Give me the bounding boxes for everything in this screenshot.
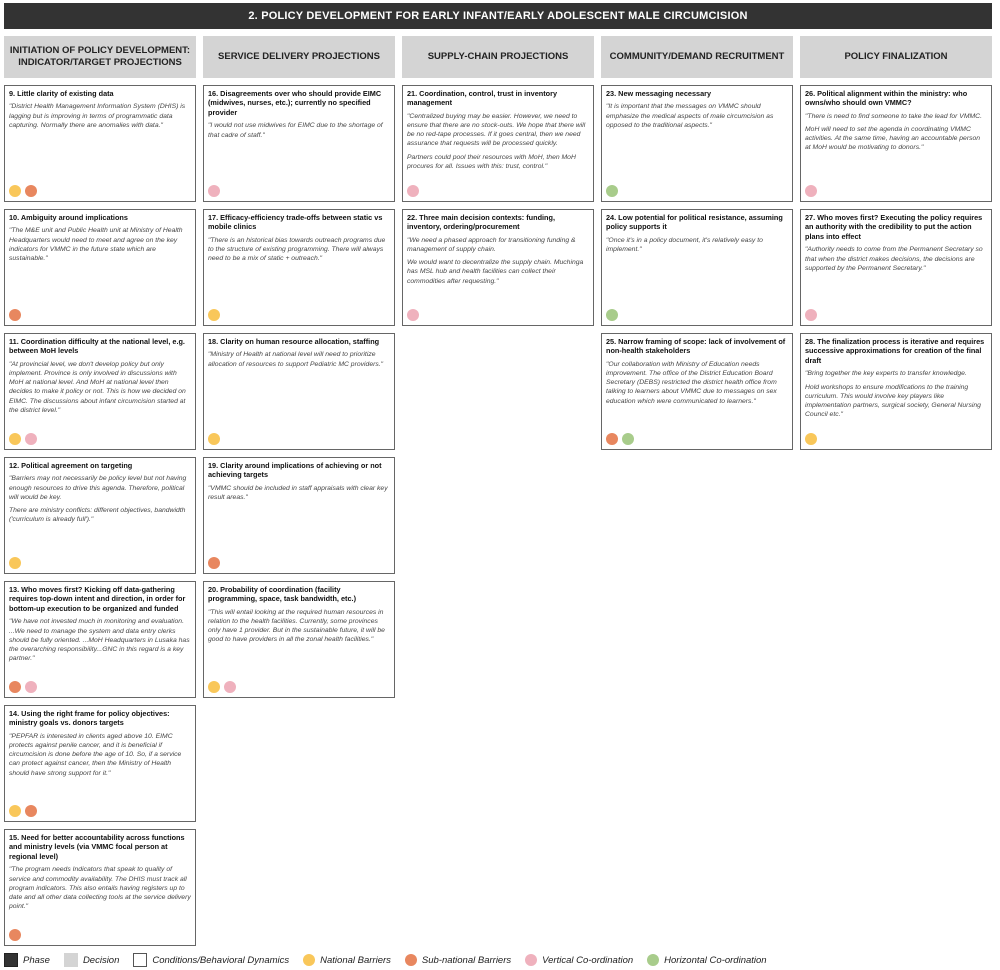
barrier-tags xyxy=(606,309,618,321)
barrier-tags xyxy=(9,805,37,817)
vertical-dot-icon xyxy=(208,185,220,197)
subnational-dot-icon xyxy=(25,805,37,817)
decision-columns xyxy=(4,36,992,946)
card-quote: "Bring together the key experts to transfer knowledge. xyxy=(805,370,967,378)
subnational-dot-icon xyxy=(405,954,417,966)
barrier-tags xyxy=(407,309,419,321)
national-dot-icon xyxy=(805,433,817,445)
condition-card xyxy=(800,209,992,326)
condition-card xyxy=(4,829,196,946)
barrier-tags xyxy=(9,929,21,941)
decision-column xyxy=(203,36,395,946)
legend-phase xyxy=(4,953,50,967)
decision-column xyxy=(4,36,196,946)
decision-swatch-icon xyxy=(64,953,78,967)
condition-card xyxy=(4,581,196,698)
decision-column xyxy=(601,36,793,946)
condition-card xyxy=(203,457,395,574)
card-quote: "This will entail looking at the required human resources in relation to the health facilities. Currently, some provinces only have 1 provider. But in the sustainable future, it will be good to have providers in all the zonal health facilities." xyxy=(208,608,385,644)
condition-card xyxy=(4,457,196,574)
card-quote: "Centralized buying may be easier. However, we need to ensure that there are no stock-outs. We hope that there will be no red-tape processes. If it goes central, then we need assurance that requests will be processed quickly. xyxy=(407,112,586,148)
decision-header: SUPPLY-CHAIN PROJECTIONS xyxy=(402,36,594,78)
barrier-tags xyxy=(606,433,634,445)
card-title: 17. Efficacy-efficiency trade-offs between static vs mobile clinics xyxy=(208,213,383,232)
barrier-tags xyxy=(208,681,236,693)
barrier-tags xyxy=(805,433,817,445)
legend-vertical xyxy=(525,954,633,966)
card-quote: "Barriers may not necessarily be policy level but not having enough resources to drive this agenda. Therefore, political will would be key. xyxy=(9,475,187,501)
decision-column xyxy=(402,36,594,946)
national-dot-icon xyxy=(208,433,220,445)
subnational-dot-icon xyxy=(9,309,21,321)
card-title: 12. Political agreement on targeting xyxy=(9,461,133,470)
legend-subnational xyxy=(405,954,511,966)
card-title: 10. Ambiguity around implications xyxy=(9,213,128,222)
card-quote: There are ministry conflicts: different objectives, bandwidth ('curriculum is already full')." xyxy=(9,507,186,524)
card-title: 18. Clarity on human resource allocation, staffing xyxy=(208,337,380,346)
national-dot-icon xyxy=(9,805,21,817)
card-title: 20. Probability of coordination (facility programming, space, task bandwidth, etc.) xyxy=(208,585,356,604)
national-dot-icon xyxy=(9,557,21,569)
card-quote: "VMMC should be included in staff appraisals with clear key result areas." xyxy=(208,484,388,502)
conditions-swatch-icon xyxy=(133,953,147,967)
card-title: 24. Low potential for political resistance, assuming policy supports it xyxy=(606,213,783,232)
phase-title: 2. POLICY DEVELOPMENT FOR EARLY INFANT/EARLY ADOLESCENT MALE CIRCUMCISION xyxy=(4,3,992,29)
legend-national xyxy=(303,954,391,966)
card-quote: MoH will need to set the agenda in coordinating VMMC activities. At the same time, having an accountable person at MoH would be motivating to donors." xyxy=(805,126,981,152)
barrier-tags xyxy=(9,557,21,569)
decision-column xyxy=(800,36,992,946)
condition-card xyxy=(203,581,395,698)
horizontal-dot-icon xyxy=(647,954,659,966)
vertical-dot-icon xyxy=(525,954,537,966)
condition-card xyxy=(800,333,992,450)
national-dot-icon xyxy=(208,681,220,693)
subnational-dot-icon xyxy=(9,681,21,693)
barrier-tags xyxy=(805,309,817,321)
card-title: 13. Who moves first? Kicking off data-gathering requires top-down intent and direction, in order for bottom-up execution to be organized and funded xyxy=(9,585,186,613)
decision-header: POLICY FINALIZATION xyxy=(800,36,992,78)
legend-label: Conditions/Behavioral Dynamics xyxy=(152,954,290,966)
decision-header: INITIATION OF POLICY DEVELOPMENT: INDICATOR/TARGET PROJECTIONS xyxy=(4,36,196,78)
barrier-tags xyxy=(208,309,220,321)
legend-horizontal xyxy=(647,954,766,966)
card-title: 21. Coordination, control, trust in inventory management xyxy=(407,89,557,108)
horizontal-dot-icon xyxy=(606,309,618,321)
legend-label: Vertical Co-ordination xyxy=(542,954,634,966)
condition-card xyxy=(402,85,594,202)
condition-card xyxy=(4,209,196,326)
national-dot-icon xyxy=(9,433,21,445)
subnational-dot-icon xyxy=(25,185,37,197)
barrier-tags xyxy=(606,185,618,197)
card-quote: "There is an historical bias towards outreach programs due to the structure of existing programming. There will always need to be a mix of static + outreach." xyxy=(208,236,386,263)
card-quote: "I would not use midwives for EIMC due to the shortage of that cadre of staff." xyxy=(208,122,383,139)
card-title: 27. Who moves first? Executing the policy requires an authority with the credibility to put the action plans into effect xyxy=(805,213,983,241)
subnational-dot-icon xyxy=(606,433,618,445)
barrier-tags xyxy=(9,185,37,197)
card-quote: "We have not invested much in monitoring and evaluation. ...We need to manage the system and data entry clerks should be fully oriented. ...MoH Headquarters in Lusaka has the overarching responsibility...GNC in this regard is a key partner." xyxy=(9,618,190,663)
subnational-dot-icon xyxy=(9,929,21,941)
card-title: 14. Using the right frame for policy objectives: ministry goals vs. donors targets xyxy=(9,709,170,728)
vertical-dot-icon xyxy=(407,309,419,321)
card-quote: "The program needs Indicators that speak to quality of service and commodity availability. The DHIS must track all program indicators. This also entails having registers up to date and all other data collecting tools at the service delivery point." xyxy=(9,866,191,911)
condition-card xyxy=(601,85,793,202)
card-quote: "Authority needs to come from the Permanent Secretary so that when the district makes decisions, the decisions are supported by the Permanent Secretary." xyxy=(805,246,983,272)
condition-card xyxy=(4,705,196,822)
decision-header: COMMUNITY/DEMAND RECRUITMENT xyxy=(601,36,793,78)
barrier-tags xyxy=(407,185,419,197)
card-quote: "PEPFAR is interested in clients aged above 10. EIMC protects against penile cancer, and it is beneficial if circumcision is done before the age of 10. So, if a service can protect against cancer, then the Ministry of Health should have strong support for it." xyxy=(9,732,182,777)
card-title: 11. Coordination difficulty at the national level, e.g. between MoH levels xyxy=(9,337,185,356)
condition-card xyxy=(4,85,196,202)
card-title: 22. Three main decision contexts: funding, inventory, ordering/procurement xyxy=(407,213,555,232)
condition-card xyxy=(601,209,793,326)
phase-swatch-icon xyxy=(4,953,18,967)
barrier-tags xyxy=(9,681,37,693)
card-quote: "Our collaboration with Ministry of Education needs improvement. The office of the District Education Board Secretary (DEBS) restricted the district health office from talking to learners about VMMC due to messages on sex education which were communicated to learners." xyxy=(606,360,777,405)
vertical-dot-icon xyxy=(805,185,817,197)
barrier-tags xyxy=(208,433,220,445)
vertical-dot-icon xyxy=(25,681,37,693)
barrier-tags xyxy=(9,433,37,445)
legend-label: Sub-national Barriers xyxy=(421,954,512,966)
condition-card xyxy=(601,333,793,450)
national-dot-icon xyxy=(208,309,220,321)
legend-label: Phase xyxy=(23,954,50,966)
condition-card xyxy=(800,85,992,202)
card-quote: "The M&E unit and Public Health unit at Ministry of Health Headquarters would need to meet and agree on the key indicators for VMMC in the future state which are sustainable." xyxy=(9,227,183,262)
card-quote: "At provincial level, we don't develop policy but only implement. Province is only involved in discussions with MoH at national level. And MoH at national level then decides to make it policy or not. This is how we decided on EIMC. The discussions about infant circumcision started at the district level." xyxy=(9,360,186,414)
decision-header: SERVICE DELIVERY PROJECTIONS xyxy=(203,36,395,78)
condition-card xyxy=(203,333,395,450)
condition-card xyxy=(402,209,594,326)
card-quote: "District Health Management Information System (DHIS) is lagging but is improving in terms of programmatic data capturing. Normally there are anomalies with data." xyxy=(9,103,186,129)
national-dot-icon xyxy=(303,954,315,966)
legend xyxy=(4,953,781,967)
card-quote: "There is need to find someone to take the lead for VMMC. xyxy=(805,112,982,120)
legend-label: Horizontal Co-ordination xyxy=(664,954,767,966)
condition-card xyxy=(4,333,196,450)
card-quote: Hold workshops to ensure modifications to the training curriculum. This would involve key players like implementation partners, surgical society, General Nursing Council etc." xyxy=(805,383,981,419)
condition-card xyxy=(203,209,395,326)
card-title: 23. New messaging necessary xyxy=(606,89,712,98)
horizontal-dot-icon xyxy=(606,185,618,197)
card-title: 26. Political alignment within the ministry: who owns/who should own VMMC? xyxy=(805,89,968,108)
vertical-dot-icon xyxy=(224,681,236,693)
vertical-dot-icon xyxy=(25,433,37,445)
national-dot-icon xyxy=(9,185,21,197)
subnational-dot-icon xyxy=(208,557,220,569)
barrier-tags xyxy=(805,185,817,197)
vertical-dot-icon xyxy=(805,309,817,321)
condition-card xyxy=(203,85,395,202)
barrier-tags xyxy=(208,185,220,197)
card-title: 25. Narrow framing of scope: lack of involvement of non-health stakeholders xyxy=(606,337,786,356)
legend-conditions xyxy=(133,953,289,967)
card-quote: "It is important that the messages on VMMC should emphasize the medical aspects of male circumcision as opposed to the traditional aspects." xyxy=(606,103,774,129)
card-quote: "Once it's in a policy document, it's relatively easy to implement." xyxy=(606,236,763,254)
card-title: 15. Need for better accountability across functions and ministry levels (via VMMC focal person at regional level) xyxy=(9,833,185,861)
legend-decision xyxy=(64,953,119,967)
card-title: 9. Little clarity of existing data xyxy=(9,89,114,98)
legend-label: National Barriers xyxy=(320,954,391,966)
vertical-dot-icon xyxy=(407,185,419,197)
barrier-tags xyxy=(9,309,21,321)
card-title: 16. Disagreements over who should provide EIMC (midwives, nurses, etc.); currently no specified provider xyxy=(208,89,382,117)
card-quote: "We need a phased approach for transitioning funding & management of supply chain. xyxy=(407,236,576,254)
card-title: 19. Clarity around implications of achieving or not achieving targets xyxy=(208,461,382,480)
card-quote: "Ministry of Health at national level will need to prioritize allocation of resources to support Pediatric MC providers." xyxy=(208,351,384,368)
legend-label: Decision xyxy=(82,954,120,966)
card-quote: Partners could pool their resources with MoH, then MoH procures for all. Issues with this: trust, control." xyxy=(407,153,576,170)
card-title: 28. The finalization process is iterative and requires successive approximations for creation of the final draft xyxy=(805,337,985,365)
card-quote: We would want to decentralize the supply chain. Muchinga has MSL hub and health facilities can collect their commodities after requesting." xyxy=(407,259,584,285)
barrier-tags xyxy=(208,557,220,569)
horizontal-dot-icon xyxy=(622,433,634,445)
